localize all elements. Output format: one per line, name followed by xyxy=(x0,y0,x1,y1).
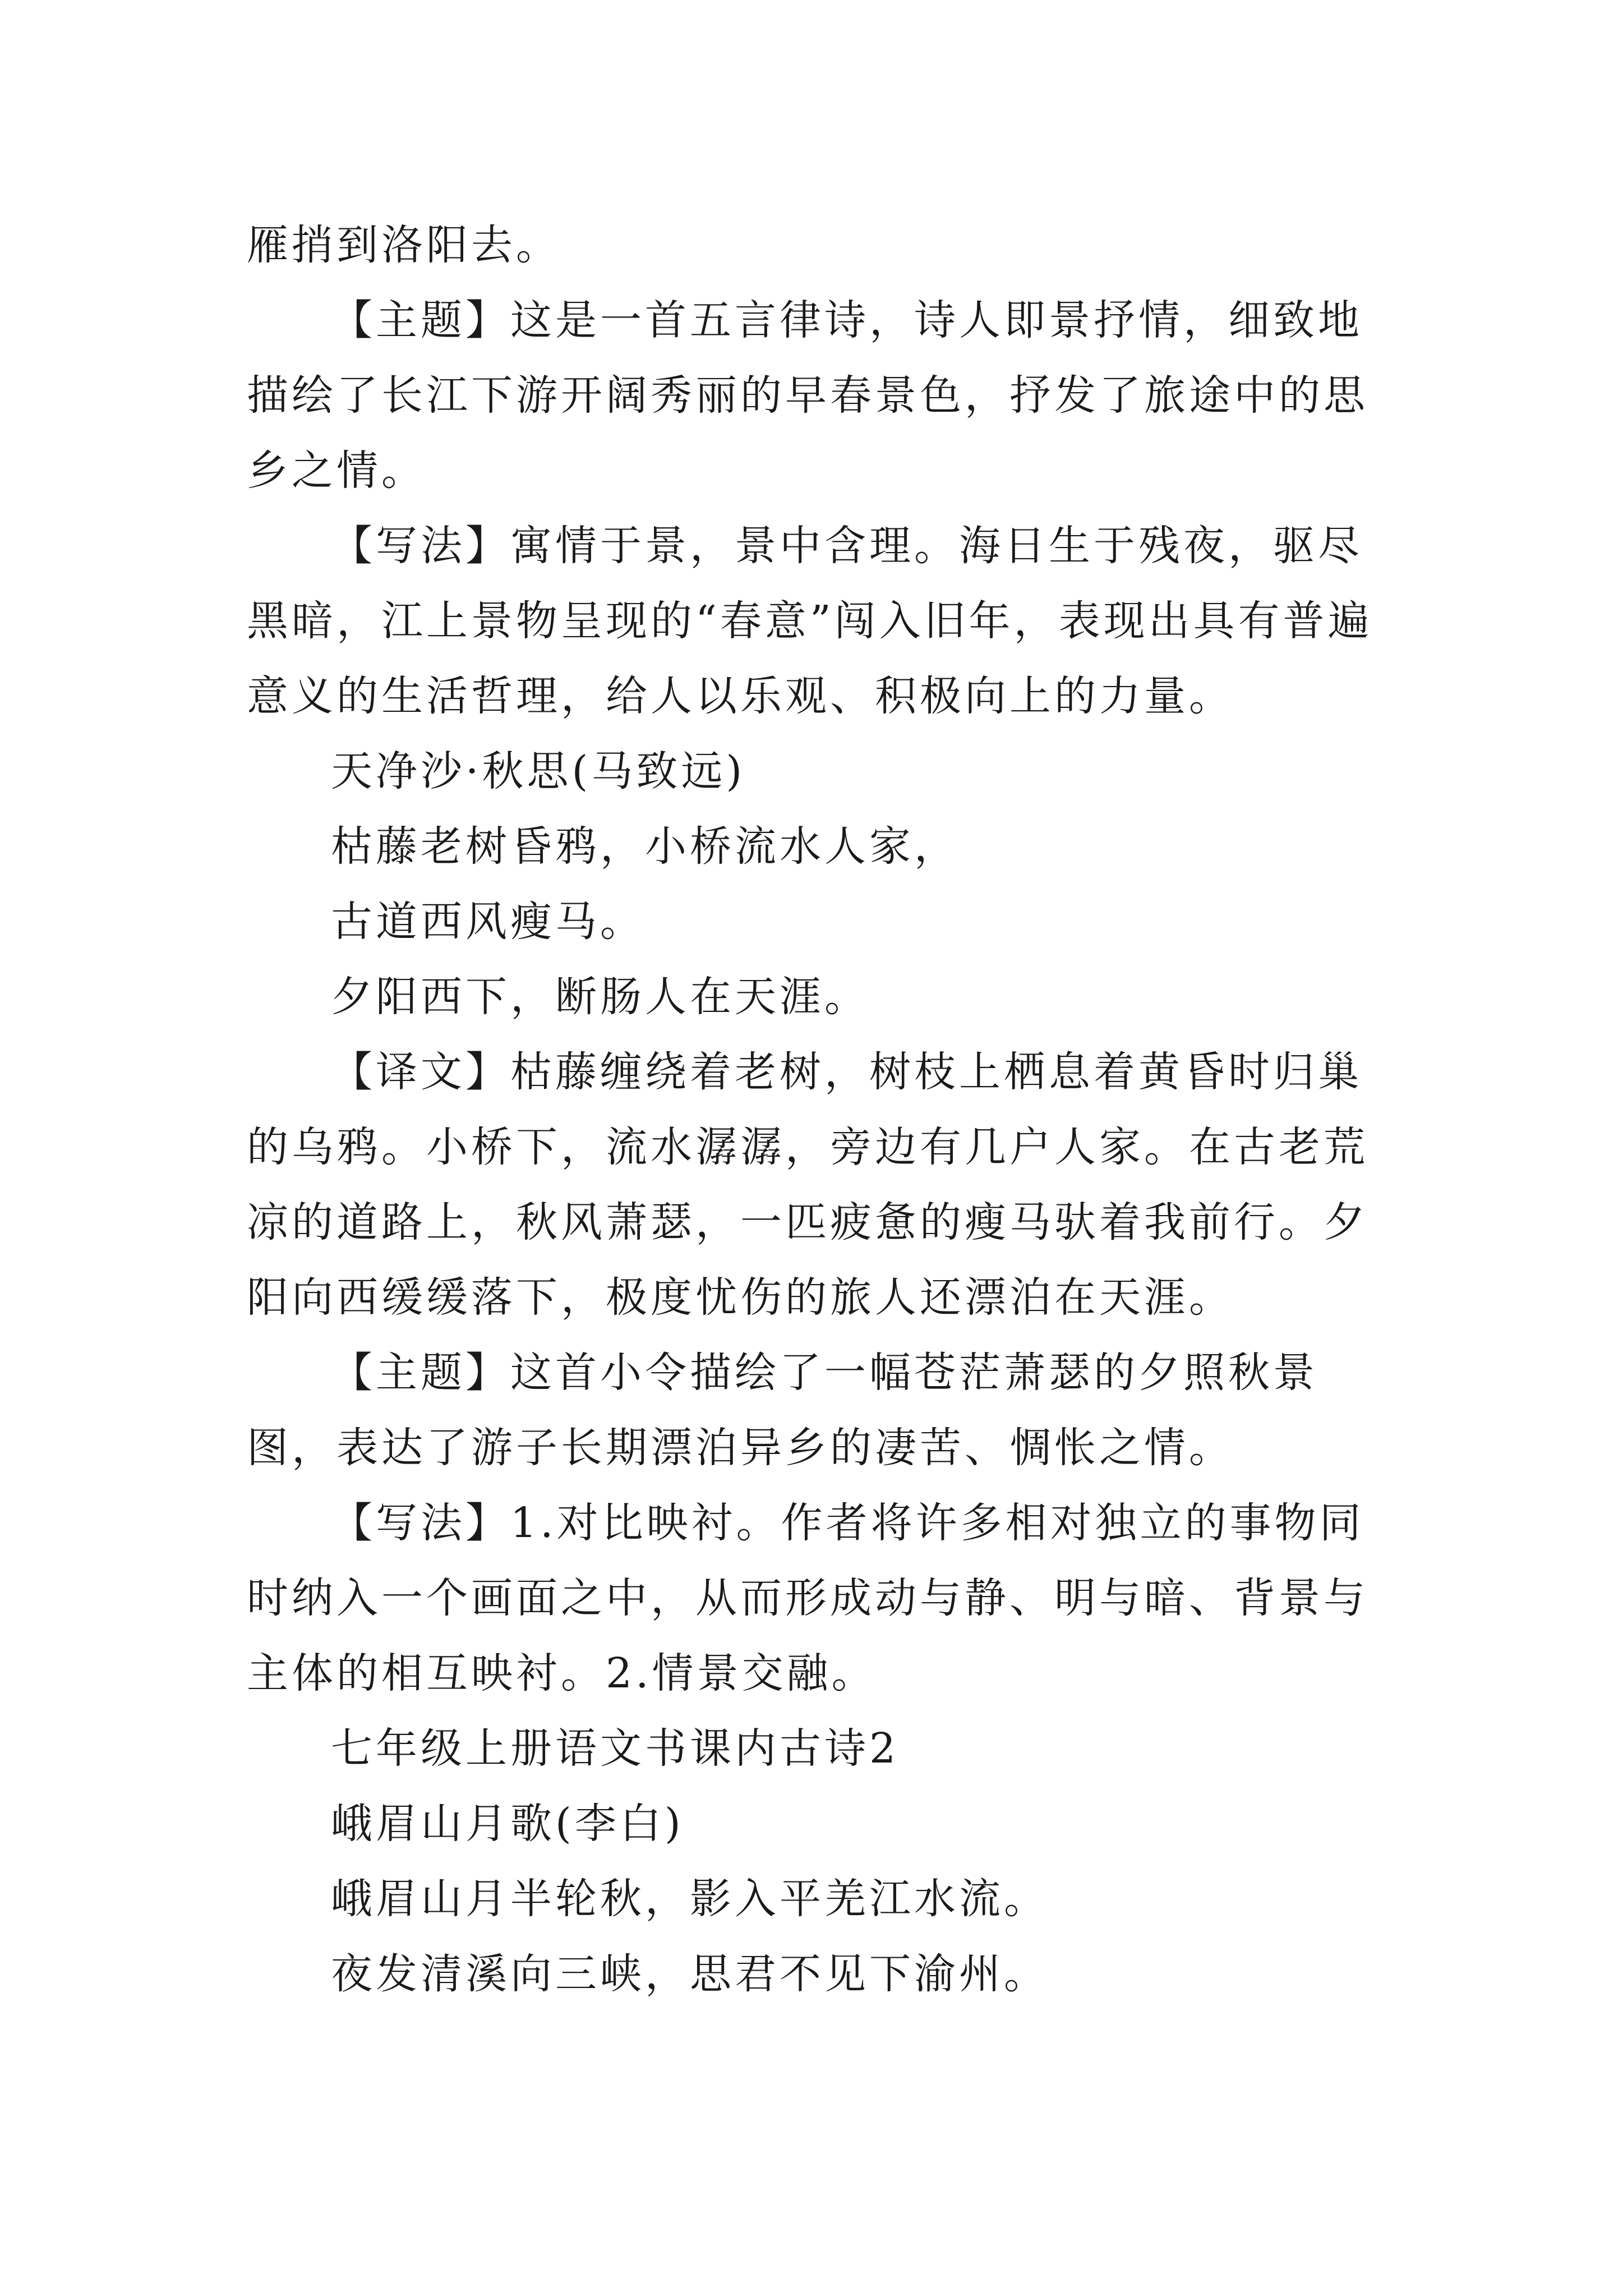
poem-line: 夕阳西下，断肠人在天涯。 xyxy=(331,973,869,1021)
paragraph-theme-2: 【主题】这首小令描绘了一幅苍茫萧瑟的夕照秋景图，表达了游子长期漂泊异乡的凄苦、惆怅之情。 xyxy=(247,1349,1318,1472)
paragraph-continuation: 雁捎到洛阳去。 xyxy=(247,221,561,269)
poem-line: 夜发清溪向三峡，思君不见下渝州。 xyxy=(331,1950,1049,1998)
paragraph-theme-1: 【主题】这是一首五言律诗，诗人即景抒情，细致地描绘了长江下游开阔秀丽的早春景色，抒发了旅途中的思乡之情。 xyxy=(247,296,1368,495)
poem-line: 枯藤老树昏鸦，小桥流水人家， xyxy=(331,822,959,871)
poem-title-tianjingsha: 天净沙·秋思(马致远) xyxy=(331,747,746,795)
paragraph-translation: 【译文】枯藤缠绕着老树，树枝上栖息着黄昏时归巢的乌鸦。小桥下，流水潺潺，旁边有几户人家。在古老荒凉的道路上，秋风萧瑟，一匹疲惫的瘦马驮着我前行。夕阳向西缓缓落下，极度忧伤的旅人还漂泊在天涯。 xyxy=(247,1048,1368,1322)
poem-line: 古道西风瘦马。 xyxy=(331,898,645,946)
section-heading: 七年级上册语文书课内古诗2 xyxy=(331,1724,900,1773)
paragraph-technique-1: 【写法】寓情于景，景中含理。海日生于残夜，驱尽黑暗，江上景物呈现的“春意”闯入旧年，表现出具有普遍意义的生活哲理，给人以乐观、积极向上的力量。 xyxy=(247,522,1373,720)
poem-title-emeishan: 峨眉山月歌(李白) xyxy=(331,1800,684,1848)
document-page xyxy=(247,208,1391,2012)
paragraph-technique-2: 【写法】1.对比映衬。作者将许多相对独立的事物同时纳入一个画面之中，从而形成动与静、明与暗、背景与主体的相互映衬。2.情景交融。 xyxy=(247,1499,1368,1697)
poem-line: 峨眉山月半轮秋，影入平羌江水流。 xyxy=(331,1875,1049,1923)
